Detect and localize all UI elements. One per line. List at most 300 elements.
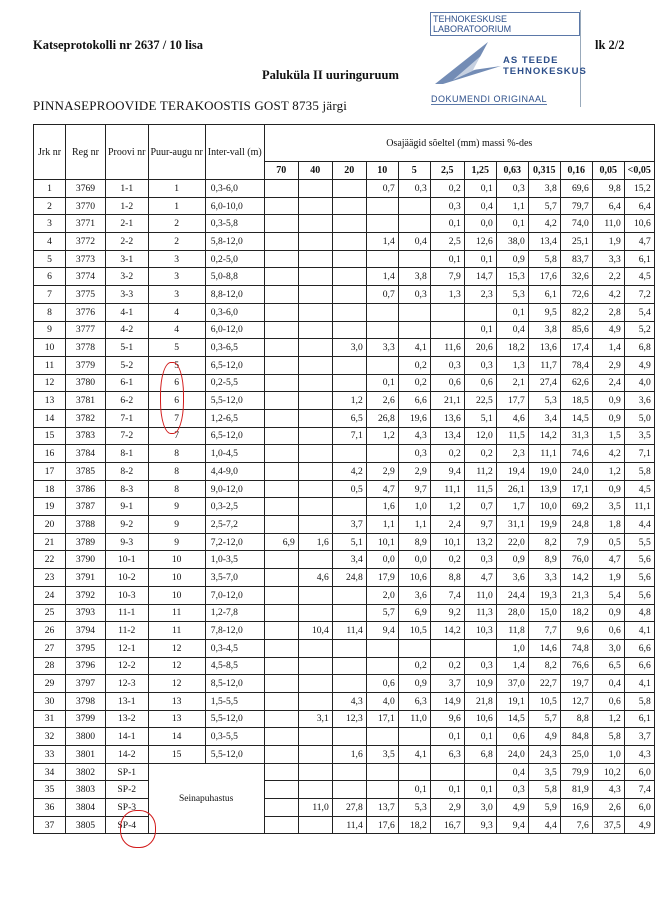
table-cell: 1,5-5,5 xyxy=(205,692,264,710)
table-cell: 6,9 xyxy=(264,533,298,551)
table-cell: 0,6 xyxy=(464,374,496,392)
table-cell: 85,6 xyxy=(560,321,592,339)
table-cell: 3-2 xyxy=(106,268,149,286)
table-cell: 1,9 xyxy=(592,233,624,251)
table-cell: 14,2 xyxy=(430,622,464,640)
table-cell: 2,6 xyxy=(592,799,624,817)
table-cell xyxy=(264,622,298,640)
table-row xyxy=(34,339,655,357)
table-cell xyxy=(298,639,332,657)
table-cell: 28 xyxy=(34,657,66,675)
table-cell xyxy=(332,675,366,693)
table-cell: 2 xyxy=(148,233,205,251)
table-cell: 0,3-6,5 xyxy=(205,339,264,357)
table-cell: 7,0-12,0 xyxy=(205,586,264,604)
table-cell: 8-2 xyxy=(106,463,149,481)
table-cell: 1,8 xyxy=(592,516,624,534)
table-cell: 20 xyxy=(34,516,66,534)
table-cell: 11 xyxy=(34,356,66,374)
table-cell: 3805 xyxy=(66,816,106,834)
table-cell: 11,8 xyxy=(496,622,528,640)
table-cell: 5,6 xyxy=(624,551,654,569)
table-row xyxy=(34,569,655,587)
table-cell: 0,5 xyxy=(332,480,366,498)
table-cell: 69,2 xyxy=(560,498,592,516)
table-cell: 0,1 xyxy=(496,215,528,233)
table-cell: 3802 xyxy=(66,763,106,781)
table-cell: 0,1 xyxy=(464,728,496,746)
table-cell: 10,0 xyxy=(528,498,560,516)
table-cell: 13,9 xyxy=(528,480,560,498)
table-row xyxy=(34,427,655,445)
table-cell: 7 xyxy=(34,286,66,304)
table-cell: 6,9 xyxy=(398,604,430,622)
table-cell: 4,8 xyxy=(624,604,654,622)
table-cell xyxy=(298,303,332,321)
table-row xyxy=(34,622,655,640)
table-cell: 3,0 xyxy=(332,339,366,357)
table-cell xyxy=(298,197,332,215)
table-cell: 19,9 xyxy=(528,516,560,534)
table-cell: 14-1 xyxy=(106,728,149,746)
table-cell: 69,6 xyxy=(560,180,592,198)
table-cell: 11 xyxy=(148,622,205,640)
table-cell: 16,9 xyxy=(560,799,592,817)
table-cell: 5,9 xyxy=(528,799,560,817)
table-cell: 38,0 xyxy=(496,233,528,251)
table-cell: 33 xyxy=(34,746,66,764)
table-cell: 7 xyxy=(148,409,205,427)
table-cell: 6,5 xyxy=(592,657,624,675)
table-cell: 14 xyxy=(148,728,205,746)
table-cell: 25 xyxy=(34,604,66,622)
table-cell: 5,5-12,0 xyxy=(205,710,264,728)
grain-size-table xyxy=(33,124,655,834)
table-cell: 2,3 xyxy=(464,286,496,304)
table-cell: 14 xyxy=(34,409,66,427)
table-cell: 5,6 xyxy=(624,569,654,587)
table-row xyxy=(34,604,655,622)
table-cell: 3,4 xyxy=(528,409,560,427)
table-row xyxy=(34,445,655,463)
table-cell xyxy=(430,321,464,339)
table-cell xyxy=(332,763,366,781)
table-cell xyxy=(332,657,366,675)
table-cell: 13-2 xyxy=(106,710,149,728)
table-cell: 3 xyxy=(148,250,205,268)
table-cell: 3,3 xyxy=(366,339,398,357)
table-cell xyxy=(264,710,298,728)
table-cell: 3791 xyxy=(66,569,106,587)
table-cell: 5,3 xyxy=(496,286,528,304)
table-cell: 0,9 xyxy=(592,604,624,622)
table-row xyxy=(34,356,655,374)
table-cell xyxy=(332,445,366,463)
table-cell: 0,9 xyxy=(398,675,430,693)
table-cell xyxy=(264,268,298,286)
table-cell xyxy=(366,657,398,675)
table-cell: 8,8 xyxy=(560,710,592,728)
table-cell: 17,7 xyxy=(496,392,528,410)
table-cell: 3776 xyxy=(66,303,106,321)
table-cell: 3 xyxy=(34,215,66,233)
table-cell: 30 xyxy=(34,692,66,710)
red-circle-annotation xyxy=(160,362,184,434)
table-cell: 6 xyxy=(148,374,205,392)
table-cell: 24,0 xyxy=(560,463,592,481)
table-cell xyxy=(298,409,332,427)
table-cell: 9,4 xyxy=(430,463,464,481)
table-cell: 1,0-3,5 xyxy=(205,551,264,569)
table-cell: 8 xyxy=(148,445,205,463)
table-cell: 0,2 xyxy=(430,657,464,675)
table-cell: 0,2 xyxy=(398,356,430,374)
red-circle-annotation xyxy=(120,810,156,848)
table-cell: 19,3 xyxy=(528,586,560,604)
table-cell: 13 xyxy=(34,392,66,410)
table-cell: 3,7 xyxy=(624,728,654,746)
table-cell: 5,5 xyxy=(624,533,654,551)
table-cell: 0,9 xyxy=(496,250,528,268)
table-cell: 3,8 xyxy=(528,180,560,198)
table-cell: 2,4 xyxy=(430,516,464,534)
table-cell: 0,1 xyxy=(464,180,496,198)
table-cell xyxy=(264,816,298,834)
table-cell: 4,2 xyxy=(332,463,366,481)
table-cell: 11,0 xyxy=(298,799,332,817)
table-cell xyxy=(298,675,332,693)
table-cell: 11,1 xyxy=(624,498,654,516)
table-cell: 0,3 xyxy=(496,180,528,198)
table-cell xyxy=(264,763,298,781)
table-cell: 12,3 xyxy=(332,710,366,728)
table-cell: 1,3 xyxy=(496,356,528,374)
table-cell: 13 xyxy=(148,710,205,728)
table-cell: 0,3-5,8 xyxy=(205,215,264,233)
table-cell xyxy=(366,728,398,746)
table-cell: 2,1 xyxy=(496,374,528,392)
table-cell: 3788 xyxy=(66,516,106,534)
table-cell: 24,4 xyxy=(496,586,528,604)
table-cell: 10-2 xyxy=(106,569,149,587)
table-cell: 1,2 xyxy=(592,710,624,728)
table-cell: 18,2 xyxy=(560,604,592,622)
table-cell: 27 xyxy=(34,639,66,657)
table-cell: 6,1 xyxy=(624,250,654,268)
table-cell: 3,6 xyxy=(624,392,654,410)
table-cell: 0,4 xyxy=(496,321,528,339)
table-cell: 5,0 xyxy=(624,409,654,427)
table-row xyxy=(34,551,655,569)
table-cell: 7,9 xyxy=(560,533,592,551)
table-cell: 16,7 xyxy=(430,816,464,834)
table-cell: 2 xyxy=(148,215,205,233)
table-cell xyxy=(298,268,332,286)
table-cell xyxy=(332,639,366,657)
table-cell: 2,9 xyxy=(592,356,624,374)
table-cell: 9,8 xyxy=(592,180,624,198)
table-cell: 3796 xyxy=(66,657,106,675)
table-cell: 1,1 xyxy=(496,197,528,215)
table-cell xyxy=(298,339,332,357)
table-cell xyxy=(366,763,398,781)
page-number: lk 2/2 xyxy=(595,38,625,52)
table-cell: 5,0-8,8 xyxy=(205,268,264,286)
stamp-top-text: TEHNOKESKUSE LABORATOORIUM xyxy=(430,12,580,36)
table-cell: 16 xyxy=(34,445,66,463)
table-cell: 3781 xyxy=(66,392,106,410)
table-cell: 6,5 xyxy=(332,409,366,427)
table-cell: 17,9 xyxy=(366,569,398,587)
table-cell: 62,6 xyxy=(560,374,592,392)
table-cell: 21 xyxy=(34,533,66,551)
table-cell: 9,4 xyxy=(496,816,528,834)
table-cell: 4,9 xyxy=(496,799,528,817)
table-cell: 11,7 xyxy=(528,356,560,374)
table-cell: 0,3 xyxy=(464,356,496,374)
table-cell: 0,3 xyxy=(464,551,496,569)
table-cell: 1,2 xyxy=(592,463,624,481)
table-cell: 3,1 xyxy=(298,710,332,728)
table-cell xyxy=(366,215,398,233)
table-cell: 19,7 xyxy=(560,675,592,693)
table-cell: 2,9 xyxy=(398,463,430,481)
table-cell: 10-3 xyxy=(106,586,149,604)
table-cell: 4,4-9,0 xyxy=(205,463,264,481)
table-cell: 0,4 xyxy=(592,675,624,693)
table-cell: 27,8 xyxy=(332,799,366,817)
table-cell: 10,5 xyxy=(398,622,430,640)
table-cell: 15,3 xyxy=(496,268,528,286)
table-row xyxy=(34,250,655,268)
table-cell xyxy=(264,339,298,357)
table-cell: 5,4 xyxy=(592,586,624,604)
table-row xyxy=(34,657,655,675)
table-cell: 5,8 xyxy=(592,728,624,746)
table-cell xyxy=(332,180,366,198)
table-cell: 4,6 xyxy=(496,409,528,427)
table-cell: 8-1 xyxy=(106,445,149,463)
table-cell: 84,8 xyxy=(560,728,592,746)
table-cell: 1,7 xyxy=(496,498,528,516)
table-cell xyxy=(264,728,298,746)
table-cell: 76,0 xyxy=(560,551,592,569)
table-cell: 6,6 xyxy=(398,392,430,410)
table-cell: 0,3-4,5 xyxy=(205,639,264,657)
table-cell: 10,4 xyxy=(298,622,332,640)
table-row xyxy=(34,781,655,799)
col-header-fraction: 0,16 xyxy=(560,162,592,180)
table-cell: 4,5-8,5 xyxy=(205,657,264,675)
col-header-interval: Inter-vall (m) xyxy=(205,125,264,180)
table-cell: 0,1 xyxy=(430,250,464,268)
table-cell: 4,0 xyxy=(366,692,398,710)
table-cell: 6,0-10,0 xyxy=(205,197,264,215)
table-cell: 8,2 xyxy=(528,657,560,675)
table-cell: 10,1 xyxy=(430,533,464,551)
table-cell: 11,4 xyxy=(332,816,366,834)
table-cell: 21,3 xyxy=(560,586,592,604)
table-cell: 1,0 xyxy=(592,746,624,764)
table-cell: 14,5 xyxy=(496,710,528,728)
table-cell xyxy=(398,215,430,233)
table-cell: 1 xyxy=(148,180,205,198)
table-cell: 5-1 xyxy=(106,339,149,357)
table-cell: 2,4 xyxy=(592,374,624,392)
table-cell: 4,1 xyxy=(398,339,430,357)
table-cell xyxy=(298,356,332,374)
table-cell xyxy=(366,321,398,339)
table-cell: 2,6 xyxy=(366,392,398,410)
table-cell: 15 xyxy=(148,746,205,764)
table-cell xyxy=(264,303,298,321)
table-cell: 37,5 xyxy=(592,816,624,834)
table-cell: 9,5 xyxy=(528,303,560,321)
table-cell xyxy=(298,763,332,781)
table-cell: 9,4 xyxy=(366,622,398,640)
table-cell: 3785 xyxy=(66,463,106,481)
table-cell xyxy=(298,781,332,799)
table-cell: 0,4 xyxy=(464,197,496,215)
table-cell: 1-2 xyxy=(106,197,149,215)
table-cell: 11,5 xyxy=(496,427,528,445)
table-cell xyxy=(264,675,298,693)
table-cell: 9-1 xyxy=(106,498,149,516)
table-cell: 5,8 xyxy=(624,692,654,710)
table-cell xyxy=(298,463,332,481)
table-cell xyxy=(298,816,332,834)
table-cell xyxy=(298,392,332,410)
table-cell: 31 xyxy=(34,710,66,728)
table-cell: 13,2 xyxy=(464,533,496,551)
table-cell: 3-3 xyxy=(106,286,149,304)
table-cell: 1,4 xyxy=(366,268,398,286)
table-cell: 5,4 xyxy=(624,303,654,321)
table-cell: 5,8 xyxy=(528,250,560,268)
table-cell: 3773 xyxy=(66,250,106,268)
table-cell: 0,3-5,5 xyxy=(205,728,264,746)
table-cell: 0,1 xyxy=(430,215,464,233)
table-cell xyxy=(332,303,366,321)
table-cell: 0,6 xyxy=(592,622,624,640)
table-cell: 3794 xyxy=(66,622,106,640)
table-cell xyxy=(366,356,398,374)
table-cell: 0,0 xyxy=(398,551,430,569)
table-cell xyxy=(398,763,430,781)
table-cell: 5,7 xyxy=(528,197,560,215)
table-cell: 5,3 xyxy=(528,392,560,410)
table-cell: 0,3-2,5 xyxy=(205,498,264,516)
table-cell: 1 xyxy=(34,180,66,198)
table-cell: 3779 xyxy=(66,356,106,374)
table-cell xyxy=(264,604,298,622)
table-cell: 3789 xyxy=(66,533,106,551)
col-header-fraction: 70 xyxy=(264,162,298,180)
table-cell: 6,6 xyxy=(624,657,654,675)
table-cell: 9,7 xyxy=(398,480,430,498)
table-body xyxy=(34,180,655,834)
table-cell: 0,0 xyxy=(464,215,496,233)
table-cell: 24,0 xyxy=(496,746,528,764)
table-cell: 28,0 xyxy=(496,604,528,622)
table-cell xyxy=(298,321,332,339)
table-cell: 3803 xyxy=(66,781,106,799)
table-cell: 6-2 xyxy=(106,392,149,410)
table-cell: 7,7 xyxy=(528,622,560,640)
group-header-fractions: Osajäägid sõeltel (mm) massi %-des xyxy=(264,125,654,162)
table-cell: 4,5 xyxy=(624,268,654,286)
table-row xyxy=(34,516,655,534)
table-cell: 3,3 xyxy=(592,250,624,268)
table-cell: 12 xyxy=(148,657,205,675)
table-cell: 3801 xyxy=(66,746,106,764)
table-cell: 5,7 xyxy=(528,710,560,728)
table-cell: 14,9 xyxy=(430,692,464,710)
table-cell: SP-3 xyxy=(106,799,149,817)
table-cell: 14,2 xyxy=(528,427,560,445)
table-cell: 14,2 xyxy=(560,569,592,587)
table-cell xyxy=(264,569,298,587)
table-cell: 14,6 xyxy=(528,639,560,657)
table-cell: 0,2 xyxy=(398,374,430,392)
table-cell: 74,6 xyxy=(560,445,592,463)
table-cell: 0,2 xyxy=(430,445,464,463)
col-header-jrk: Jrk nr xyxy=(34,125,66,180)
table-cell: 1,4 xyxy=(496,657,528,675)
table-cell: 3783 xyxy=(66,427,106,445)
table-cell: 3,6 xyxy=(398,586,430,604)
table-cell xyxy=(298,551,332,569)
table-cell: 3,8 xyxy=(398,268,430,286)
table-cell: 23 xyxy=(34,569,66,587)
table-cell xyxy=(366,250,398,268)
table-cell: 4,3 xyxy=(332,692,366,710)
table-cell xyxy=(332,781,366,799)
table-cell: 6,5-12,0 xyxy=(205,356,264,374)
table-cell: 5,8 xyxy=(624,463,654,481)
table-cell: 3795 xyxy=(66,639,106,657)
table-cell xyxy=(298,604,332,622)
table-cell: 0,3 xyxy=(464,657,496,675)
table-cell: 8 xyxy=(148,480,205,498)
table-cell: 5,6 xyxy=(624,586,654,604)
table-cell: 4,7 xyxy=(464,569,496,587)
table-cell xyxy=(264,445,298,463)
table-cell: 3798 xyxy=(66,692,106,710)
col-header-fraction: 0,315 xyxy=(528,162,560,180)
table-cell: 25,1 xyxy=(560,233,592,251)
table-cell xyxy=(298,180,332,198)
table-cell: 11 xyxy=(148,604,205,622)
table-cell: 8 xyxy=(148,463,205,481)
table-cell: 11,5 xyxy=(464,480,496,498)
table-cell xyxy=(264,409,298,427)
table-cell xyxy=(366,781,398,799)
table-cell: 4,9 xyxy=(528,728,560,746)
table-cell: 6,8 xyxy=(624,339,654,357)
table-cell: 0,3 xyxy=(398,445,430,463)
table-cell: 4,7 xyxy=(592,551,624,569)
table-cell: 3799 xyxy=(66,710,106,728)
table-row xyxy=(34,321,655,339)
table-cell: 4,9 xyxy=(592,321,624,339)
table-cell xyxy=(264,233,298,251)
table-cell: 1-1 xyxy=(106,180,149,198)
table-cell: 10,6 xyxy=(398,569,430,587)
table-cell: 1,0 xyxy=(398,498,430,516)
table-cell: 3,7 xyxy=(430,675,464,693)
table-cell: 10,1 xyxy=(366,533,398,551)
